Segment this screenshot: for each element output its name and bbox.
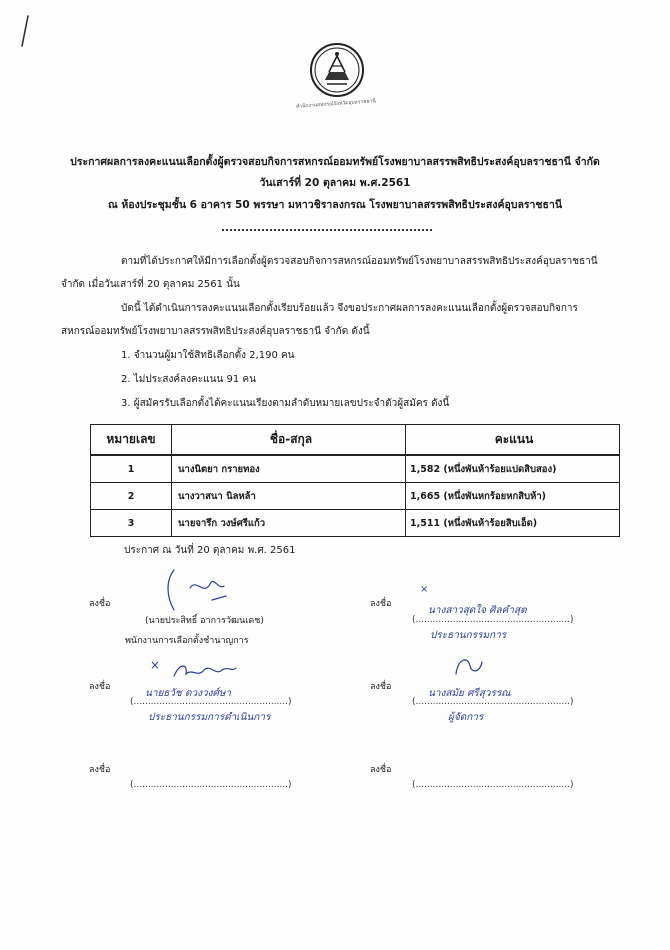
document-title: ประกาศผลการลงคะแนนเลือกตั้งผู้ตรวจสอบกิจการสหกรณ์ออมทรัพย์โรงพยาบาลสรรพสิทธิประสงค์อุบลราชธานี จำกัด [70, 156, 600, 168]
sign-label: ลงชื่อ [370, 682, 392, 692]
paragraph-1-line-2: จำกัด เมื่อวันเสาร์ที่ 20 ตุลาคม 2561 นั้น [61, 279, 240, 290]
column-header-score: คะแนน [406, 425, 620, 456]
signature-line-6: (......................................................) [412, 780, 574, 790]
handwritten-signer-3-role: ประธานกรรมการดำเนินการ [148, 712, 271, 723]
signer-1-position: พนักงานการเลือกตั้งชำนาญการ [125, 636, 249, 646]
sign-label: ลงชื่อ [370, 765, 392, 775]
voter-count-item: 1. จำนวนผู้มาใช้สิทธิเลือกตั้ง 2,190 คน [121, 350, 295, 361]
sign-label: ลงชื่อ [89, 765, 111, 775]
handwritten-signer-4-name: นางสมัย ศรีสุวรรณ [428, 688, 511, 699]
candidate-name: นายจารึก วงษ์ศรีแก้ว [172, 510, 406, 537]
signature-line-5: (......................................................) [130, 780, 292, 790]
sign-label: ลงชื่อ [89, 599, 111, 609]
pen-mark-decoration [14, 14, 34, 48]
sign-label: ลงชื่อ [370, 599, 392, 609]
column-header-name: ชื่อ-สกุล [172, 425, 406, 456]
paragraph-2-line-2: สหกรณ์ออมทรัพย์โรงพยาบาลสรรพสิทธิประสงค์อุบลราชธานี จำกัด ดังนี้ [61, 326, 370, 337]
signature-line-3: (......................................................) [130, 697, 292, 707]
signer-1-name: (นายประสิทธิ์ อาการวัฒนเดช) [145, 616, 264, 626]
signature-mark [160, 566, 240, 616]
handwritten-signer-2-role: ประธานกรรมการ [430, 630, 507, 641]
document-date: วันเสาร์ที่ 20 ตุลาคม พ.ศ.2561 [259, 177, 411, 189]
handwritten-signer-3-name: นายธวัช ดวงวงศ์ษา [145, 688, 232, 699]
announcement-date: ประกาศ ณ วันที่ 20 ตุลาคม พ.ศ. 2561 [124, 545, 296, 556]
signature-line-2: (......................................................) [412, 615, 574, 625]
header-divider [222, 229, 432, 231]
candidate-score: 1,582 (หนึ่งพันห้าร้อยแปดสิบสอง) [406, 455, 620, 483]
candidate-number: 1 [91, 455, 172, 483]
seal-caption: สำนักงานสหกรณ์จังหวัดอุบลราชธานี [295, 98, 377, 110]
candidate-score: 1,665 (หนึ่งพันหกร้อยหกสิบห้า) [406, 483, 620, 510]
column-header-number: หมายเลข [91, 425, 172, 456]
abstain-count-item: 2. ไม่ประสงค์ลงคะแนน 91 คน [121, 374, 256, 385]
handwritten-signer-4-role: ผู้จัดการ [448, 712, 484, 723]
results-table [90, 424, 620, 537]
paragraph-2-line-1: บัดนี้ ได้ดำเนินการลงคะแนนเลือกตั้งเรียบร้อยแล้ว จึงขอประกาศผลการลงคะแนนเลือกตั้งผู้ตรวจสอบกิจการ [121, 303, 578, 314]
handwritten-signer-2-name: นางสาวสุดใจ ศิลคำสุต [428, 605, 527, 616]
signature-line-4: (......................................................) [412, 697, 574, 707]
table-row [91, 455, 620, 483]
table-row [91, 483, 620, 510]
candidate-name: นางนิตยา กรายทอง [172, 455, 406, 483]
candidate-number: 2 [91, 483, 172, 510]
candidate-number: 3 [91, 510, 172, 537]
candidate-name: นางวาสนา นิลหล้า [172, 483, 406, 510]
official-seal-emblem [309, 42, 365, 98]
table-row [91, 510, 620, 537]
signature-mark [170, 660, 240, 682]
document-venue: ณ ห้องประชุมชั้น 6 อาคาร 50 พรรษา มหาวชิราลงกรณ โรงพยาบาลสรรพสิทธิประสงค์อุบลราชธานี [107, 199, 563, 211]
table-header-row [91, 425, 620, 456]
handwritten-cross: × [420, 584, 429, 595]
handwritten-cross: × [150, 658, 161, 672]
paragraph-1-line-1: ตามที่ได้ประกาศให้มีการเลือกตั้งผู้ตรวจสอบกิจการสหกรณ์ออมทรัพย์โรงพยาบาลสรรพสิทธิประสงค์อุบลราชธานี [121, 256, 598, 267]
candidate-score: 1,511 (หนึ่งพันห้าร้อยสิบเอ็ด) [406, 510, 620, 537]
signature-mark [450, 652, 490, 682]
sign-label: ลงชื่อ [89, 682, 111, 692]
candidate-results-item: 3. ผู้สมัครรับเลือกตั้งได้คะแนนเรียงตามลำดับหมายเลขประจำตัวผู้สมัคร ดังนี้ [121, 398, 450, 409]
